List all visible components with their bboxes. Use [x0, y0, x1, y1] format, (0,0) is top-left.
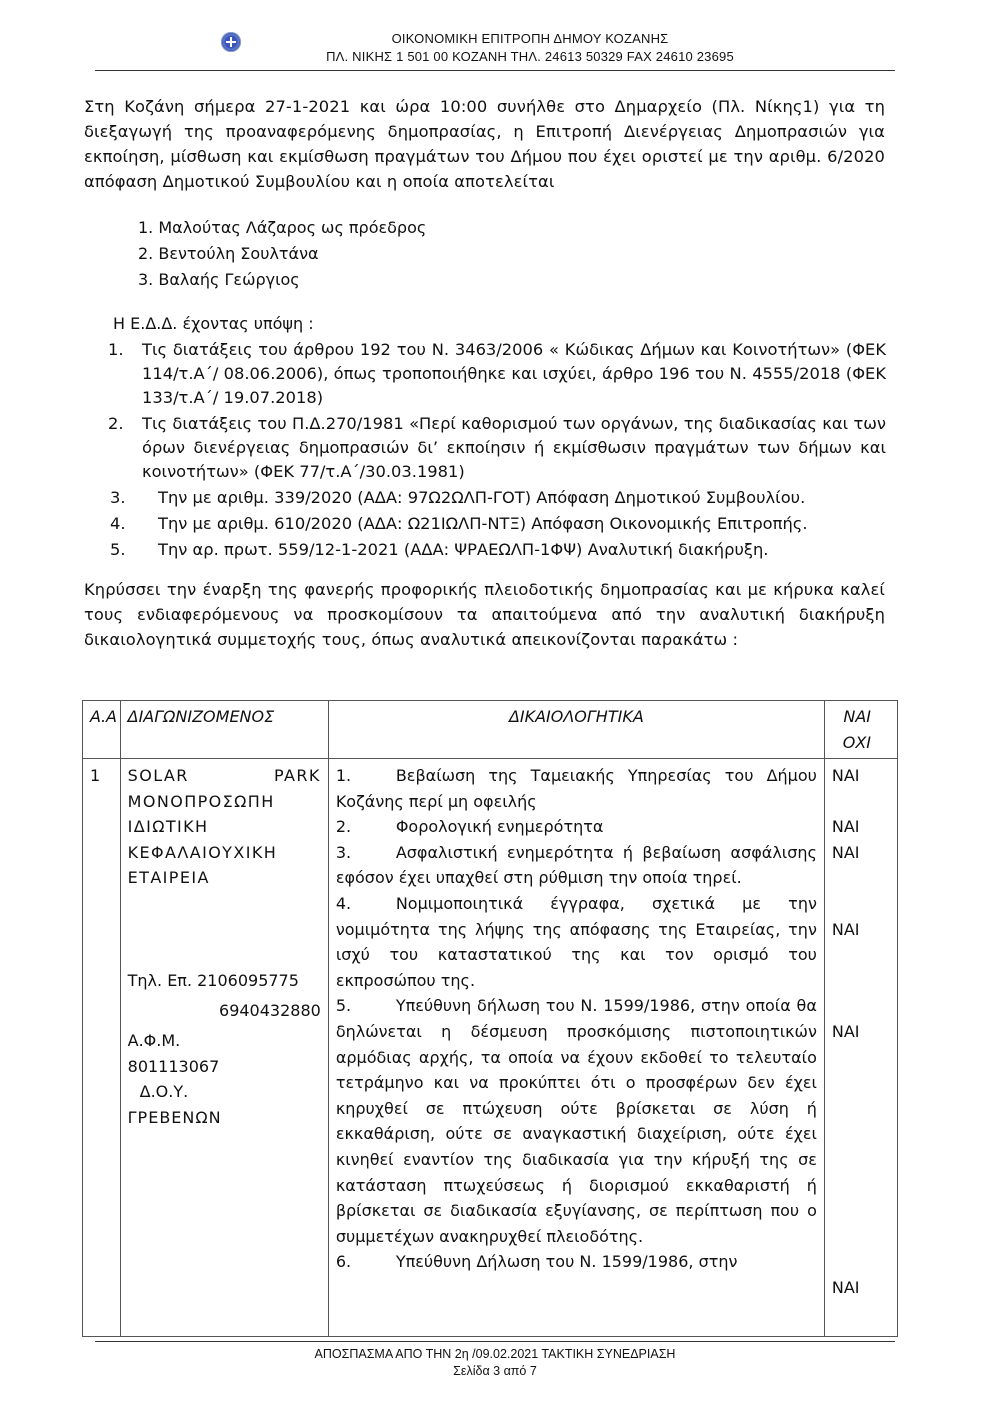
answer-yes: ΝΑΙ: [831, 1277, 860, 1297]
document-item: [336, 891, 817, 993]
intro-paragraph: [84, 94, 885, 194]
bidder-name-rest: [128, 789, 321, 891]
col-header-yes-no: [824, 701, 897, 759]
member-item: 2. Βεντούλη Σουλτάνα: [138, 244, 319, 263]
doc-number: 6.: [335, 1252, 352, 1272]
item-number: 2.: [108, 414, 124, 433]
committee-members-list: [138, 215, 426, 293]
bidder-name-line: ΚΕΦΑΛΑΙΟΥΧΙΚΗ: [127, 842, 278, 862]
footer-divider: [95, 1341, 895, 1342]
member-item: 1. Μαλούτας Λάζαρος ως πρόεδρος: [138, 218, 427, 237]
letterhead: [95, 30, 905, 70]
document-item: [336, 814, 817, 840]
table-row: [83, 759, 898, 1337]
consideration-item: [108, 338, 886, 410]
bidder-afm-label: Α.Φ.Μ.: [127, 1031, 181, 1051]
answer-yes: ΝΑΙ: [831, 919, 860, 939]
declaration-paragraph: [84, 577, 885, 652]
bidders-documents-table: [82, 700, 898, 1337]
cell-answers: [824, 759, 897, 1337]
declaration-text: Κηρύσσει την έναρξη της φανερής προφορικής πλειοδοτικής δημοπρασίας και με κήρυκα καλεί τους ενδιαφερόμενους να προσκομίσουν τα απαιτούμενα από την αναλυτική διακήρυξη δικαιολογητικά συμμετοχής τους, όπως αναλυτικά απεικονίζονται παρακάτω :: [84, 580, 885, 649]
bidder-name-line: ΕΤΑΙΡΕΙΑ: [127, 868, 210, 888]
member-item: 3. Βαλαής Γεώργιος: [138, 270, 300, 289]
bidder-name-line: ΜΟΝΟΠΡΟΣΩΠΗ: [127, 791, 275, 811]
consideration-item: [108, 512, 886, 536]
letterhead-address: ΠΛ. ΝΙΚΗΣ 1 501 00 ΚΟΖΑΝΗ ΤΗΛ. 24613 50329 FAX 24610 23695: [326, 49, 734, 64]
item-text: Την αρ. πρωτ. 559/12-1-2021 (ΑΔΑ: ΨΡΑΕΩΛΠ-1ΦΨ) Αναλυτική διακήρυξη.: [158, 540, 769, 559]
col-header-aa: Α.Α: [83, 701, 121, 759]
col-header-documents: ΔΙΚΑΙΟΛΟΓΗΤΙΚΑ: [328, 701, 824, 759]
doc-number: 4.: [335, 893, 352, 913]
item-number: 4.: [110, 514, 126, 533]
col-header-bidder: ΔΙΑΓΩΝΙΖΟΜΕΝΟΣ: [120, 701, 328, 759]
item-text: Τις διατάξεις του Π.Δ.270/1981 «Περί καθορισμού των οργάνων, της διαδικασίας και των όρων διενέργειας δημοπρασιών δι’ εκποίησιν ή εκμίσθωσιν πραγμάτων των δήμων και κοινοτήτων» (ΦΕΚ 77/τ.Α΄/30.03.1981): [142, 414, 886, 481]
answer-yes: ΝΑΙ: [831, 766, 860, 785]
bidder-name-line: [128, 763, 321, 789]
doc-number: 1.: [335, 766, 352, 785]
doc-text: Νομιμοποιητικά έγγραφα, σχετικά με την νομιμότητα της λήψης της απόφασης της Εταιρείας, την ισχύ του καταστατικού της και τον ορισμό του εκπροσώπου της.: [335, 893, 817, 990]
header-yes: ΝΑΙ: [843, 707, 871, 726]
footer-excerpt-label: ΑΠΟΣΠΑΣΜΑ ΑΠΟ ΤΗΝ 2η /09.02.2021 ΤΑΚΤΙΚΗ ΣΥΝΕΔΡΙΑΣΗ: [314, 1347, 676, 1361]
table-header-row: [83, 701, 898, 759]
considering-label: Η Ε.Δ.Δ. έχοντας υπόψη :: [113, 314, 314, 333]
item-text: Την με αριθμ. 610/2020 (ΑΔΑ: Ω21ΙΩΛΠ-ΝΤΞ) Απόφαση Οικονομικής Επιτροπής.: [158, 514, 808, 533]
answer-yes: ΝΑΙ: [831, 817, 860, 837]
cell-bidder: [120, 759, 328, 1337]
bidder-doy-label: Δ.Ο.Υ.: [139, 1082, 189, 1102]
letterhead-title: ΟΙΚΟΝΟΜΙΚΗ ΕΠΙΤΡΟΠΗ ΔΗΜΟΥ ΚΟΖΑΝΗΣ: [391, 31, 669, 46]
bidder-doy: ΓΡΕΒΕΝΩΝ: [127, 1107, 222, 1127]
answer-yes: ΝΑΙ: [831, 842, 860, 862]
bidder-name-word: SOLAR: [127, 766, 189, 785]
bidder-name-line: ΙΔΙΩΤΙΚΗ: [127, 817, 209, 837]
item-number: 3.: [110, 488, 126, 507]
cell-documents: [328, 759, 824, 1337]
considerations-list: [108, 338, 886, 564]
bidder-mobile: 6940432880: [219, 1000, 321, 1020]
item-number: 5.: [110, 540, 126, 559]
page-number: Σελίδα 3 από 7: [453, 1364, 537, 1378]
consideration-item: [108, 412, 886, 484]
doc-text: Βεβαίωση της Ταμειακής Υπηρεσίας του Δήμου Κοζάνης περί μη οφειλής: [335, 766, 817, 811]
doc-text: Υπεύθυνη δήλωση του Ν. 1599/1986, στην οποία θα δηλώνεται η δέσμευση προσκόμισης πιστοποιητικών αρμόδιας αρχής, τα οποία να έχουν εκδοθεί το τελευταίο τετράμηνο και να προκύπτει ότι ο προσφέρων δεν έχει κηρυχθεί σε πτώχευση ούτε βρίσκεται σε λύση ή εκκαθάριση, ούτε σε αναγκαστική διαχείριση, ούτε έχει κινηθεί εναντίον της διαδικασία για την κήρυξή της σε κατάσταση πτωχεύσεως ή διορισμού εκκαθαριστή ή βρίσκεται σε διαδικασία εξυγίανσης, σε περίπτωση που ο συμμετέχων ανακηρυχθεί πλειοδότης.: [335, 996, 817, 1246]
cell-aa: 1: [83, 759, 121, 1337]
document-item: [336, 1249, 817, 1275]
doc-number: 3.: [335, 842, 352, 862]
header-divider: [95, 70, 895, 71]
document-item: [336, 840, 817, 891]
bidder-phone: Τηλ. Επ. 2106095775: [127, 970, 299, 990]
intro-text: Στη Κοζάνη σήμερα 27-1-2021 και ώρα 10:00 συνήλθε στο Δημαρχείο (Πλ. Νίκης1) για τη διεξαγωγή της προαναφερόμενης δημοπρασίας, η Επιτροπή Διενέργειας Δημοπρασιών για εκποίηση, μίσθωση και εκμίσθωση πραγμάτων του Δήμου που έχει οριστεί με την αριθμ. 6/2020 απόφαση Δημοτικού Συμβουλίου και η οποία αποτελείται: [84, 97, 885, 191]
document-item: [336, 993, 817, 1249]
header-no: ΟΧΙ: [842, 733, 871, 752]
doc-text: Υπεύθυνη Δήλωση του Ν. 1599/1986, στην: [395, 1252, 738, 1272]
bidder-afm: 801113067: [127, 1056, 220, 1076]
bidder-name-word: PARK: [274, 766, 321, 785]
doc-number: 2.: [335, 817, 352, 837]
item-text: Την με αριθμ. 339/2020 (ΑΔΑ: 97Ω2ΩΛΠ-ΓΟΤ) Απόφαση Δημοτικού Συμβουλίου.: [158, 488, 806, 507]
doc-text: Ασφαλιστική ενημερότητα ή βεβαίωση ασφάλισης εφόσον έχει υπαχθεί στη ρύθμιση την οποία τηρεί.: [335, 842, 817, 888]
doc-number: 5.: [335, 996, 352, 1016]
answer-yes: ΝΑΙ: [831, 1021, 860, 1041]
consideration-item: [108, 486, 886, 510]
consideration-item: [108, 538, 886, 562]
document-item: [336, 763, 817, 814]
item-number: 1.: [108, 340, 124, 359]
doc-text: Φορολογική ενημερότητα: [395, 817, 604, 837]
item-text: Τις διατάξεις του άρθρου 192 του Ν. 3463/2006 « Κώδικας Δήμων και Κοινοτήτων» (ΦΕΚ 114/τ.Α΄/ 08.06.2006), όπως τροποποιήθηκε και ισχύει, άρθρο 196 του Ν. 4555/2018 (ΦΕΚ 133/τ.Α΄/ 19.07.2018): [142, 340, 886, 407]
